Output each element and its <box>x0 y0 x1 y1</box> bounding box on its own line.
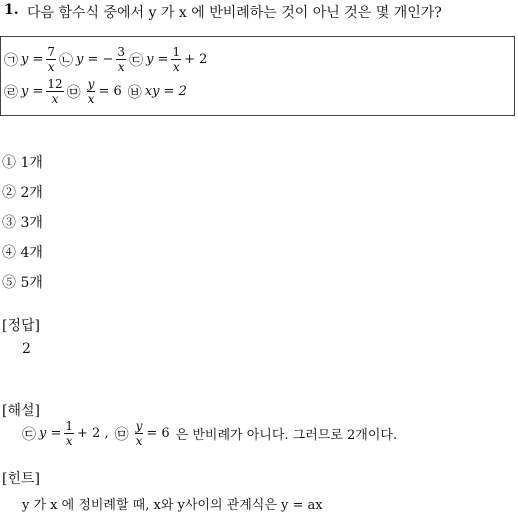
choice-2-mark: ② <box>2 185 16 201</box>
solution-c-fraction <box>64 420 74 447</box>
option-f-expr: xy = 2 <box>144 84 187 99</box>
solution-e-fraction <box>135 420 144 447</box>
question-number: 1. <box>4 2 19 18</box>
solution-body: 은 반비례가 아니다. 그러므로 2개이다. <box>175 428 398 443</box>
option-c-mark: ㉢ <box>129 52 144 69</box>
choice-3-mark: ③ <box>2 215 16 231</box>
choice-1[interactable] <box>2 152 43 172</box>
solution-text <box>22 420 397 447</box>
option-e-denominator: x <box>87 92 95 106</box>
choice-1-label: 1개 <box>20 155 43 171</box>
choice-5-label: 5개 <box>20 275 43 291</box>
hint-heading: [힌트] <box>2 471 40 487</box>
solution-c-denominator: x <box>65 434 73 448</box>
option-e-numerator: y <box>87 77 95 91</box>
option-a-numerator: 7 <box>47 45 56 59</box>
solution-c-numerator: 1 <box>65 419 74 433</box>
option-c-tail: + 2 <box>184 52 208 67</box>
choice-5-mark: ⑤ <box>2 275 16 291</box>
option-b-fraction <box>116 46 126 73</box>
choice-3[interactable] <box>2 212 43 232</box>
hint-text: y 가 x 에 정비례할 때, x와 y사이의 관계식은 y = ax <box>22 498 323 513</box>
answer-heading: [정답] <box>2 318 40 334</box>
option-e-tail: = 6 <box>98 84 122 99</box>
option-c-denominator: x <box>172 60 180 74</box>
option-d-mark: ㉣ <box>4 84 18 101</box>
option-f-mark: ㉥ <box>127 84 142 101</box>
solution-e-tail: = 6 <box>146 426 170 441</box>
choice-2-label: 2개 <box>20 185 43 201</box>
solution-c-tail: + 2 , <box>77 426 109 441</box>
choice-4-mark: ④ <box>2 245 16 261</box>
choice-4[interactable] <box>2 242 43 262</box>
choice-5[interactable] <box>2 272 43 292</box>
choice-2[interactable] <box>2 182 43 202</box>
solution-e-mark: ㉤ <box>114 426 129 443</box>
option-c-lhs: y = <box>146 52 169 67</box>
choice-4-label: 4개 <box>20 245 43 261</box>
option-c-numerator: 1 <box>172 45 181 59</box>
solution-e-numerator: y <box>135 419 143 433</box>
option-a-denominator: x <box>47 60 55 74</box>
option-b-denominator: x <box>117 60 125 74</box>
option-d-lhs: y = <box>21 84 44 99</box>
option-a-mark: ㉠ <box>4 52 18 69</box>
solution-c-mark: ㉢ <box>22 426 36 443</box>
option-b-mark: ㉡ <box>59 52 74 69</box>
solution-c-lhs: y = <box>39 426 62 441</box>
option-e-mark: ㉤ <box>66 84 81 101</box>
choice-1-mark: ① <box>2 155 16 171</box>
solution-heading: [해설] <box>2 403 40 419</box>
option-a-lhs: y = <box>21 52 44 67</box>
question-text: 다음 함수식 중에서 y 가 x 에 반비례하는 것이 아닌 것은 몇 개인가? <box>27 5 442 21</box>
option-d-denominator: x <box>51 92 59 106</box>
choice-3-label: 3개 <box>20 215 43 231</box>
answer-value: 2 <box>22 341 31 357</box>
options-line-1 <box>4 46 207 73</box>
option-b-numerator: 3 <box>117 45 126 59</box>
option-d-numerator: 12 <box>47 77 63 91</box>
option-d-fraction <box>46 78 63 105</box>
option-b-lhs: y = − <box>76 52 114 67</box>
option-a-fraction <box>46 46 56 73</box>
option-c-fraction <box>171 46 181 73</box>
option-e-fraction <box>87 78 96 105</box>
solution-e-denominator: x <box>135 434 143 448</box>
options-line-2 <box>4 78 187 105</box>
